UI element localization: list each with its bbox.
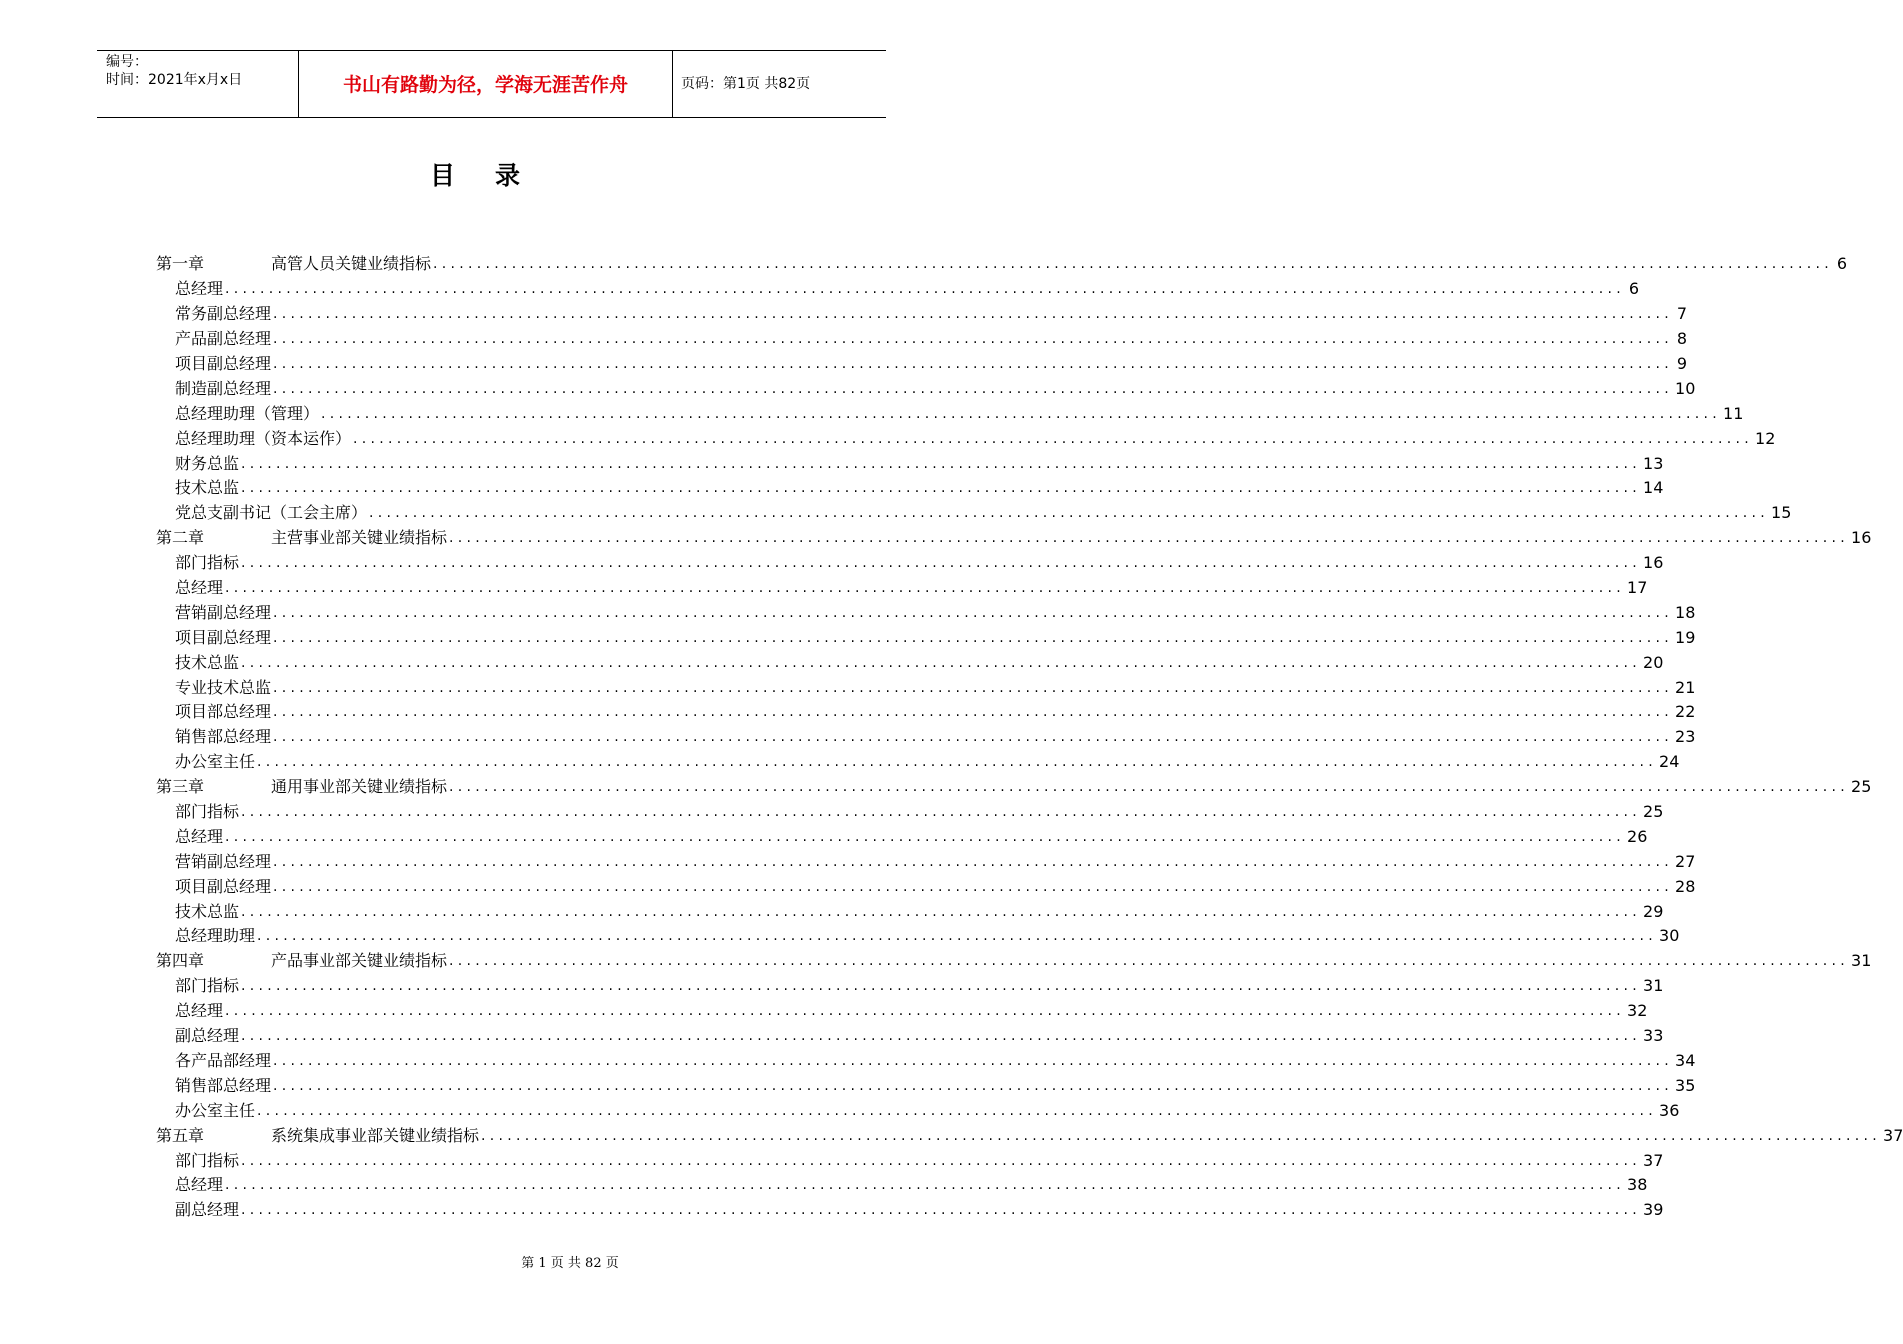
toc-chapter-number: 第一章 — [156, 254, 205, 274]
toc-entry-title: 项目副总经理 — [175, 354, 272, 373]
toc-page-number: 30 — [1659, 926, 1680, 946]
page-title: 目录 — [429, 161, 560, 190]
toc-page-number: 32 — [1627, 1001, 1648, 1021]
toc-dot-leader: ................................................................................................................................................................ — [273, 380, 1674, 397]
toc-page-number: 29 — [1643, 901, 1664, 921]
toc-entry-title: 通用事业部关键业绩指标 — [271, 777, 448, 797]
toc-entry-title: 技术总监 — [175, 901, 240, 921]
toc-dot-leader: ................................................................................................................................................................ — [241, 455, 1642, 472]
toc-page-number: 26 — [1627, 826, 1648, 846]
toc-page-number: 8 — [1676, 329, 1688, 349]
toc-entry[interactable] — [156, 1073, 1696, 1098]
toc-entry-title: 营销副总经理 — [175, 602, 272, 622]
toc-entry-title: 系统集成事业部关键业绩指标 — [271, 1125, 480, 1145]
toc-dot-leader: ................................................................................................................................................................ — [241, 555, 1642, 572]
toc-entry[interactable] — [156, 1148, 1664, 1173]
toc-page-number: 7 — [1676, 304, 1688, 324]
toc-dot-leader: ................................................................................................................................................................ — [449, 779, 1850, 796]
toc-page-number: 19 — [1675, 627, 1696, 647]
toc-entry-title: 办公室主任 — [175, 1100, 256, 1120]
document-time-label: 时间：2021年x月x日 — [106, 72, 243, 88]
toc-entry-title: 总经理 — [175, 1175, 224, 1195]
toc-dot-leader: ................................................................................................................................................................ — [449, 953, 1850, 970]
toc-entry[interactable] — [156, 551, 1664, 576]
toc-page-number: 11 — [1723, 403, 1744, 423]
toc-dot-leader: ................................................................................................................................................................ — [257, 928, 1658, 945]
toc-entry-title: 制造副总经理 — [175, 378, 272, 398]
toc-entry-title: 财务总监 — [175, 453, 240, 473]
toc-entry[interactable] — [156, 376, 1696, 401]
toc-entry-title: 总经理 — [175, 578, 224, 598]
toc-page-number: 34 — [1675, 1050, 1696, 1070]
toc-entry-title: 营销副总经理 — [175, 851, 272, 871]
toc-entry[interactable] — [156, 476, 1664, 501]
toc-page-number: 12 — [1755, 428, 1776, 448]
toc-entry[interactable] — [156, 1198, 1664, 1223]
toc-entry[interactable] — [156, 849, 1696, 874]
toc-entry[interactable] — [156, 650, 1664, 675]
toc-entry[interactable] — [156, 352, 1688, 377]
toc-dot-leader: ................................................................................................................................................................ — [241, 903, 1642, 920]
toc-dot-leader: ................................................................................................................................................................ — [241, 804, 1642, 821]
toc-page-number: 31 — [1643, 976, 1664, 996]
toc-entry-title: 项目副总经理 — [175, 627, 272, 647]
table-of-contents — [156, 252, 1903, 1223]
header-middle-cell — [298, 51, 673, 117]
toc-page-number: 36 — [1659, 1100, 1680, 1120]
toc-page-number: 16 — [1643, 553, 1664, 573]
toc-entry-title: 总经理助理（资本运作） — [175, 428, 352, 448]
toc-entry-title: 办公室主任 — [175, 752, 256, 772]
toc-page-number: 37 — [1643, 1150, 1664, 1170]
toc-entry[interactable] — [156, 1049, 1696, 1074]
toc-dot-leader: ................................................................................................................................................................ — [225, 1003, 1626, 1020]
toc-entry-title: 专业技术总监 — [175, 677, 272, 697]
toc-entry-title: 销售部总经理 — [175, 1075, 272, 1095]
toc-dot-leader: ................................................................................................................................................................ — [353, 430, 1754, 447]
toc-dot-leader: ................................................................................................................................................................ — [433, 256, 1834, 273]
toc-chapter-entry[interactable] — [156, 1123, 1903, 1148]
toc-chapter-entry[interactable] — [156, 775, 1872, 800]
toc-dot-leader: ................................................................................................................................................................ — [241, 1152, 1642, 1169]
toc-entry-title: 总经理 — [175, 826, 224, 846]
toc-page-number: 21 — [1675, 677, 1696, 697]
toc-chapter-number: 第二章 — [156, 528, 205, 548]
toc-entry[interactable] — [156, 725, 1696, 750]
toc-entry-title: 技术总监 — [175, 652, 240, 672]
toc-page-number: 6 — [1628, 279, 1640, 299]
toc-entry[interactable] — [156, 999, 1648, 1024]
toc-dot-leader: ................................................................................................................................................................ — [273, 729, 1674, 746]
toc-dot-leader: ................................................................................................................................................................ — [481, 1127, 1882, 1144]
toc-dot-leader: ................................................................................................................................................................ — [273, 331, 1674, 348]
toc-entry-title: 项目副总经理 — [175, 876, 272, 896]
toc-dot-leader: ................................................................................................................................................................ — [241, 978, 1642, 995]
toc-entry[interactable] — [156, 327, 1688, 352]
toc-entry[interactable] — [156, 675, 1696, 700]
toc-entry[interactable] — [156, 899, 1664, 924]
toc-dot-leader: ................................................................................................................................................................ — [321, 405, 1722, 422]
header-motto: 书山有路勤为径，学海无涯苦作舟 — [342, 74, 628, 96]
toc-entry-title: 总经理 — [175, 279, 224, 299]
toc-page-number: 15 — [1771, 503, 1792, 523]
toc-entry[interactable] — [156, 277, 1640, 302]
toc-dot-leader: ................................................................................................................................................................ — [225, 580, 1626, 597]
document-number-label: 编号： — [106, 54, 148, 70]
toc-entry-title: 部门指标 — [175, 553, 240, 573]
toc-entry[interactable] — [156, 1173, 1648, 1198]
toc-chapter-number: 第四章 — [156, 951, 205, 971]
toc-entry[interactable] — [156, 600, 1696, 625]
toc-entry[interactable] — [156, 302, 1688, 327]
page-header — [97, 50, 886, 118]
toc-entry[interactable] — [156, 874, 1696, 899]
toc-page-number: 28 — [1675, 876, 1696, 896]
toc-page-number: 18 — [1675, 602, 1696, 622]
toc-dot-leader: ................................................................................................................................................................ — [273, 878, 1674, 895]
toc-page-number: 10 — [1675, 378, 1696, 398]
toc-entry-title: 销售部总经理 — [175, 727, 272, 747]
page-footer: 第 1 页 共 82 页 — [521, 1256, 619, 1271]
toc-page-number: 38 — [1627, 1175, 1648, 1195]
toc-entry-title: 主营事业部关键业绩指标 — [271, 528, 448, 548]
toc-entry[interactable] — [156, 974, 1664, 999]
toc-dot-leader: ................................................................................................................................................................ — [273, 679, 1674, 696]
toc-dot-leader: ................................................................................................................................................................ — [225, 281, 1626, 298]
toc-dot-leader: ................................................................................................................................................................ — [241, 480, 1642, 497]
toc-dot-leader: ................................................................................................................................................................ — [273, 604, 1674, 621]
toc-page-number: 13 — [1643, 453, 1664, 473]
header-left-cell — [97, 51, 298, 117]
toc-entry[interactable] — [156, 451, 1664, 476]
toc-page-number: 37 — [1883, 1125, 1903, 1145]
toc-entry-title: 部门指标 — [175, 1150, 240, 1170]
toc-dot-leader: ................................................................................................................................................................ — [225, 1177, 1626, 1194]
toc-page-number: 35 — [1675, 1075, 1696, 1095]
toc-chapter-entry[interactable] — [156, 252, 1848, 277]
toc-entry-title: 常务副总经理 — [175, 304, 272, 324]
toc-dot-leader: ................................................................................................................................................................ — [257, 754, 1658, 771]
toc-entry[interactable] — [156, 401, 1744, 426]
toc-page-number: 31 — [1851, 951, 1872, 971]
toc-page-number: 6 — [1836, 254, 1848, 274]
toc-entry-title: 总经理助理 — [175, 926, 256, 946]
toc-entry[interactable] — [156, 1098, 1680, 1123]
header-right-cell — [672, 51, 886, 117]
header-page-info: 页码：第1页 共82页 — [681, 76, 811, 92]
toc-entry-title: 党总支副书记（工会主席） — [175, 503, 368, 523]
toc-entry[interactable] — [156, 576, 1648, 601]
toc-chapter-entry[interactable] — [156, 526, 1872, 551]
toc-page-number: 9 — [1676, 354, 1688, 373]
toc-entry[interactable] — [156, 1024, 1664, 1049]
toc-dot-leader: ................................................................................................................................................................ — [273, 853, 1674, 870]
toc-entry-title: 产品事业部关键业绩指标 — [271, 951, 448, 971]
toc-dot-leader: ................................................................................................................................................................ — [273, 704, 1674, 721]
toc-dot-leader: ................................................................................................................................................................ — [273, 356, 1674, 372]
toc-entry[interactable] — [156, 501, 1792, 526]
toc-entry-title: 副总经理 — [175, 1200, 240, 1220]
toc-page-number: 39 — [1643, 1200, 1664, 1220]
toc-page-number: 33 — [1643, 1026, 1664, 1046]
toc-dot-leader: ................................................................................................................................................................ — [241, 654, 1642, 671]
toc-dot-leader: ................................................................................................................................................................ — [241, 1028, 1642, 1045]
toc-entry-title: 部门指标 — [175, 802, 240, 822]
toc-page-number: 14 — [1643, 478, 1664, 498]
toc-entry-title: 项目部总经理 — [175, 702, 272, 722]
toc-entry[interactable] — [156, 824, 1648, 849]
toc-entry-title: 总经理助理（管理） — [175, 403, 320, 423]
toc-chapter-number: 第三章 — [156, 777, 205, 797]
toc-page-number: 16 — [1851, 528, 1872, 548]
toc-entry-title: 部门指标 — [175, 976, 240, 996]
toc-dot-leader: ................................................................................................................................................................ — [449, 530, 1850, 547]
toc-page-number: 17 — [1627, 578, 1648, 598]
toc-entry-title: 高管人员关键业绩指标 — [271, 254, 432, 274]
toc-page-number: 24 — [1659, 752, 1680, 772]
toc-entry-title: 产品副总经理 — [175, 329, 272, 349]
toc-page-number: 25 — [1851, 777, 1872, 797]
toc-page-number: 20 — [1643, 652, 1664, 672]
toc-dot-leader: ................................................................................................................................................................ — [241, 1202, 1642, 1219]
toc-chapter-entry[interactable] — [156, 949, 1872, 974]
toc-chapter-number: 第五章 — [156, 1125, 205, 1145]
toc-entry-title: 技术总监 — [175, 478, 240, 498]
toc-entry-title: 副总经理 — [175, 1026, 240, 1046]
toc-page-number: 23 — [1675, 727, 1696, 747]
toc-dot-leader: ................................................................................................................................................................ — [273, 1052, 1674, 1069]
toc-entry[interactable] — [156, 700, 1696, 725]
toc-entry[interactable] — [156, 426, 1776, 451]
toc-entry[interactable] — [156, 924, 1680, 949]
toc-entry[interactable] — [156, 750, 1680, 775]
toc-entry-title: 总经理 — [175, 1001, 224, 1021]
toc-dot-leader: ................................................................................................................................................................ — [225, 828, 1626, 845]
toc-dot-leader: ................................................................................................................................................................ — [273, 1077, 1674, 1094]
toc-entry-title: 各产品部经理 — [175, 1050, 272, 1070]
toc-dot-leader: ................................................................................................................................................................ — [257, 1102, 1658, 1119]
toc-dot-leader: ................................................................................................................................................................ — [273, 306, 1674, 323]
toc-entry[interactable] — [156, 800, 1664, 825]
toc-page-number: 22 — [1675, 702, 1696, 722]
toc-page-number: 27 — [1675, 851, 1696, 871]
toc-page-number: 25 — [1643, 802, 1664, 822]
toc-dot-leader: ................................................................................................................................................................ — [273, 629, 1674, 646]
toc-entry[interactable] — [156, 625, 1696, 650]
toc-dot-leader: ................................................................................................................................................................ — [369, 505, 1770, 522]
